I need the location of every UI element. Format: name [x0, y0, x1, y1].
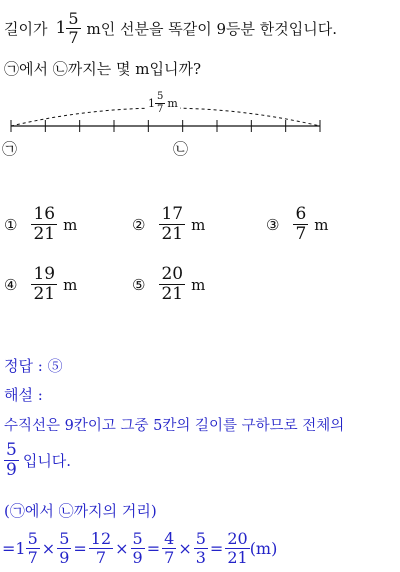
choice-3-numerator: 6: [295, 204, 307, 224]
calc-frac-4: [131, 528, 145, 567]
choice-1-denominator: 21: [33, 224, 56, 244]
arc-unit: m: [167, 97, 178, 110]
explanation-fraction: [4, 439, 19, 480]
calc-frac-3-den: 7: [95, 547, 107, 567]
calc-times-1: ×: [41, 538, 56, 558]
choice-3-denominator: 7: [295, 224, 307, 244]
question-suffix: m인 선분을 똑같이 9등분 한것입니다.: [86, 19, 337, 38]
calc-frac-1: [26, 528, 40, 567]
calc-expression: [2, 526, 277, 570]
calc-frac-4-num: 5: [132, 528, 143, 548]
calc-result-den: 21: [227, 547, 248, 567]
calc-title: (㉠에서 ㉡까지의 거리): [4, 502, 157, 520]
calc-frac-6: [194, 528, 208, 567]
choice-4-numerator: 19: [33, 264, 56, 284]
length-numerator: 5: [68, 8, 79, 28]
calc-frac-1-num: 5: [27, 528, 38, 548]
choice-4-fraction: [31, 266, 57, 303]
choice-3[interactable]: [266, 206, 329, 243]
choice-5[interactable]: [132, 266, 205, 303]
calc-equals-4: =: [209, 538, 224, 558]
calc-frac-2-num: 5: [59, 528, 70, 548]
choice-1-unit: m: [63, 215, 78, 234]
label-a: ㉠: [2, 140, 18, 158]
calc-result: [225, 528, 249, 567]
calc-frac-6-num: 5: [195, 528, 206, 548]
calc-equals-2: =: [73, 538, 87, 558]
calc-result-num: 20: [227, 528, 248, 548]
calc-frac-4-den: 9: [132, 547, 143, 567]
choice-5-numerator: 20: [161, 264, 184, 284]
calc-frac-6-den: 3: [195, 547, 206, 567]
arc-whole: 1: [148, 97, 155, 110]
answer-label: 정답 : ⑤: [4, 357, 63, 375]
arc-length-label: [146, 92, 180, 115]
choice-5-denominator: 21: [161, 284, 184, 304]
calc-frac-2: [57, 528, 71, 567]
question-line-1: [4, 6, 337, 50]
choice-2-marker: ②: [132, 215, 146, 234]
choice-1[interactable]: [4, 206, 77, 243]
explanation-text: 수직선은 9칸이고 그중 5칸의 길이를 구하므로 전체의: [4, 418, 345, 434]
choice-1-numerator: 16: [33, 204, 56, 224]
choice-2-fraction: [159, 206, 185, 243]
calc-unit: (m): [249, 538, 278, 558]
length-denominator: 7: [68, 27, 79, 47]
calc-frac-1-den: 7: [27, 547, 38, 567]
calc-times-2: ×: [115, 538, 129, 558]
choice-5-unit: m: [191, 275, 206, 294]
choice-3-fraction: [293, 206, 308, 243]
choice-2-unit: m: [191, 215, 206, 234]
choice-4-unit: m: [63, 275, 78, 294]
calc-whole: 1: [15, 538, 26, 558]
calc-frac-3-num: 12: [90, 528, 112, 548]
choice-3-marker: ③: [266, 215, 280, 234]
question-prefix: 길이가: [4, 19, 48, 38]
calc-frac-5-num: 4: [164, 528, 175, 548]
calc-frac-5-den: 7: [164, 547, 175, 567]
number-line-svg: [0, 88, 400, 160]
arc-numerator: 5: [157, 91, 164, 102]
choice-1-marker: ①: [4, 215, 18, 234]
choice-4[interactable]: [4, 266, 77, 303]
calc-equals-3: =: [146, 538, 161, 558]
length-mixed-number: [55, 8, 80, 47]
choice-4-denominator: 21: [33, 284, 56, 304]
choice-1-fraction: [31, 206, 57, 243]
choice-3-unit: m: [314, 215, 329, 234]
number-line-diagram: [0, 88, 400, 160]
choice-2-numerator: 17: [161, 204, 184, 224]
explanation-label: 해설 :: [4, 386, 43, 404]
calc-times-3: ×: [178, 538, 192, 558]
calc-frac-3: [89, 528, 113, 567]
explanation-denominator: 9: [6, 459, 17, 480]
choice-2-denominator: 21: [161, 224, 184, 244]
label-b: ㉡: [173, 140, 189, 158]
choice-5-marker: ⑤: [132, 275, 146, 294]
arc-denominator: 7: [157, 104, 164, 115]
calc-frac-5: [162, 528, 176, 567]
calc-equals-1: =: [2, 538, 16, 558]
question-line-2: ㉠에서 ㉡까지는 몇 m입니까?: [4, 60, 201, 78]
arc-fraction: [155, 92, 165, 115]
length-fraction: [66, 8, 80, 47]
choice-4-marker: ④: [4, 275, 18, 294]
explanation-fraction-suffix: 입니다.: [22, 451, 72, 470]
length-whole: 1: [55, 18, 67, 38]
explanation-numerator: 5: [6, 439, 17, 460]
explanation-fraction-line: [4, 440, 71, 480]
choice-2[interactable]: [132, 206, 205, 243]
calc-frac-2-den: 9: [59, 547, 70, 567]
choice-5-fraction: [159, 266, 185, 303]
